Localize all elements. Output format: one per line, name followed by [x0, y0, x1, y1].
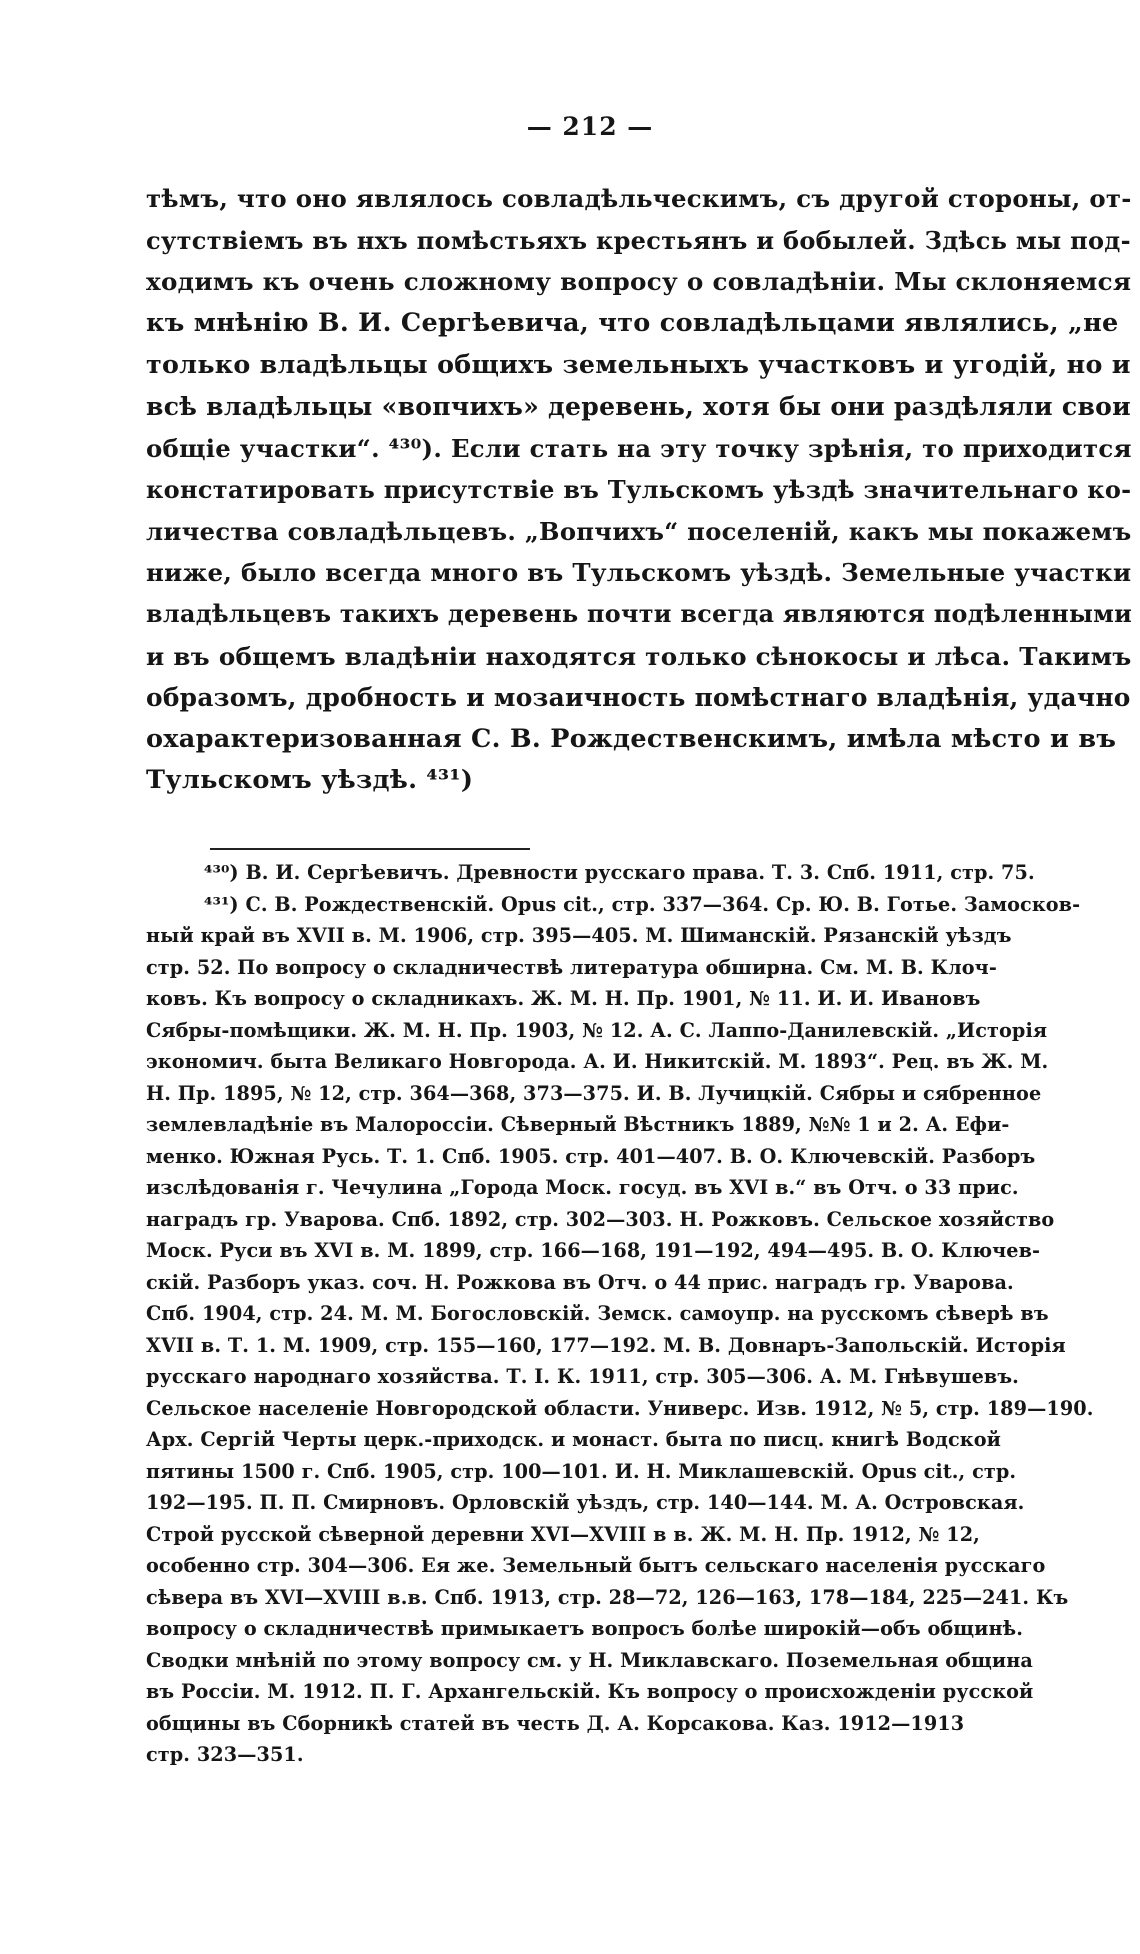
page-number: — 212 — [526, 112, 654, 141]
body-text [146, 178, 1136, 802]
footnote-divider [210, 848, 530, 850]
footnote-line: въ Россіи. М. 1912. П. Г. Архангельскій. Къ вопросу о происхожденіи русской [146, 1680, 1034, 1703]
footnote-line: менко. Южная Русь. Т. 1. Спб. 1905. стр. 401—407. В. О. Ключевскій. Разборъ [146, 1144, 1036, 1168]
body-line: ниже, было всегда много въ Тульскомъ уѣздѣ. Земельные участки [146, 558, 1132, 588]
footnote-line: Н. Пр. 1895, № 12, стр. 364—368, 373—375. И. В. Лучицкій. Сябры и сябренное [146, 1081, 1042, 1105]
body-line: только владѣльцы общихъ земельныхъ участковъ и угодій, но и [146, 349, 1131, 380]
body-line: охарактеризованная С. В. Рождественскимъ, имѣла мѣсто и въ [146, 723, 1117, 754]
body-line: личества совладѣльцевъ. „Вопчихъ“ поселеній, какъ мы покажемъ [146, 516, 1132, 546]
footnotes [146, 857, 1136, 1771]
body-line: ходимъ къ очень сложному вопросу о совладѣніи. Мы склоняемся [146, 267, 1132, 297]
footnote-line: общины въ Сборникѣ статей въ честь Д. А. Корсакова. Каз. 1912—1913 [146, 1711, 965, 1735]
body-line: и въ общемъ владѣніи находятся только сѣнокосы и лѣса. Такимъ [146, 641, 1132, 671]
footnote-line: ковъ. Къ вопросу о складникахъ. Ж. М. Н. Пр. 1901, № 11. И. И. Ивановъ [146, 987, 981, 1010]
footnote-line: изслѣдованія г. Чечулина „Города Моск. госуд. въ XVI в.“ въ Отч. о 33 прис. [146, 1176, 1019, 1199]
body-line: Тульскомъ уѣздѣ. ⁴³¹) [146, 765, 474, 796]
footnote-line: ⁴³⁰) В. И. Сергѣевичъ. Древности русскаго права. Т. 3. Спб. 1911, стр. 75. [204, 861, 1035, 884]
footnote-line: Сельское населеніе Новгородской области. Универс. Изв. 1912, № 5, стр. 189—190. [146, 1396, 1094, 1420]
footnote-line: ⁴³¹) С. В. Рождественскій. Opus cit., стр. 337—364. Ср. Ю. В. Готье. Замосков- [204, 892, 1081, 916]
footnote-line: скій. Разборъ указ. соч. Н. Рожкова въ Отч. о 44 прис. наградъ гр. Уварова. [146, 1270, 1014, 1294]
body-line: общіе участки“. ⁴³⁰). Если стать на эту точку зрѣнія, то приходится [146, 433, 1132, 463]
body-line: къ мнѣнію В. И. Сергѣевича, что совладѣльцами являлись, „не [146, 307, 1119, 338]
footnote-line: Моск. Руси въ XVI в. М. 1899, стр. 166—168, 191—192, 494—495. В. О. Ключев- [146, 1239, 1041, 1262]
footnote-line: русскаго народнаго хозяйства. Т. I. К. 1911, стр. 305—306. А. М. Гнѣвушевъ. [146, 1365, 1019, 1388]
footnote-line: XVII в. Т. 1. М. 1909, стр. 155—160, 177—192. М. В. Довнаръ-Запольскій. Исторія [146, 1333, 1066, 1357]
footnote-line: Арх. Сергій Черты церк.-приходск. и монаст. быта по писц. книгѣ Водской [146, 1428, 1001, 1451]
body-line: всѣ владѣльцы «вопчихъ» деревень, хотя бы они раздѣляли свои [146, 390, 1132, 421]
footnote-line: Строй русской сѣверной деревни XVI—XVIII в в. Ж. М. Н. Пр. 1912, № 12, [146, 1522, 980, 1546]
footnote-line: сѣвера въ XVI—XVIII в.в. Спб. 1913, стр. 28—72, 126—163, 178—184, 225—241. Къ [146, 1585, 1069, 1609]
footnote-line: Сябры-помѣщики. Ж. М. Н. Пр. 1903, № 12. А. С. Лаппо-Данилевскій. „Исторія [146, 1018, 1048, 1042]
footnote-line: ный край въ XVII в. М. 1906, стр. 395—405. М. Шиманскій. Рязанскій уѣздъ [146, 924, 1012, 947]
body-line: образомъ, дробность и мозаичность помѣстнаго владѣнія, удачно [146, 683, 1131, 713]
body-line: тѣмъ, что оно являлось совладѣльческимъ, съ другой стороны, от- [146, 184, 1132, 213]
body-line: констатировать присутствіе въ Тульскомъ уѣздѣ значительнаго ко- [146, 475, 1132, 505]
footnote-line: стр. 323—351. [146, 1743, 304, 1766]
footnote-line: вопросу о складничествѣ примыкаетъ вопросъ болѣе широкій—объ общинѣ. [146, 1617, 1023, 1640]
footnote-line: Спб. 1904, стр. 24. М. М. Богословскій. Земск. самоупр. на русскомъ сѣверѣ въ [146, 1302, 1049, 1325]
body-line: владѣльцевъ такихъ деревень почти всегда являются подѣленными [146, 599, 1133, 628]
footnote-line: 192—195. П. П. Смирновъ. Орловскій уѣздъ, стр. 140—144. М. А. Островская. [146, 1491, 1025, 1514]
footnote-line: наградъ гр. Уварова. Спб. 1892, стр. 302—303. Н. Рожковъ. Сельское хозяйство [146, 1207, 1055, 1231]
footnote-line: землевладѣніе въ Малороссіи. Сѣверный Вѣстникъ 1889, №№ 1 и 2. А. Ефи- [146, 1113, 1010, 1136]
body-line: сутствіемъ въ нхъ помѣстьяхъ крестьянъ и бобылей. Здѣсь мы под- [146, 225, 1131, 255]
footnote-line: пятины 1500 г. Спб. 1905, стр. 100—101. И. Н. Миклашевскій. Opus cit., стр. [146, 1459, 1017, 1483]
footnote-line: особенно стр. 304—306. Ея же. Земельный бытъ сельскаго населенія русскаго [146, 1554, 1046, 1577]
footnote-line: Сводки мнѣній по этому вопросу см. у Н. Миклавскаго. Поземельная община [146, 1648, 1033, 1672]
footnote-line: экономич. быта Великаго Новгорода. А. И. Никитскій. М. 1893“. Рец. въ Ж. М. [146, 1050, 1049, 1073]
footnote-line: стр. 52. По вопросу о складничествѣ литература обширна. См. М. В. Клоч- [146, 955, 997, 979]
